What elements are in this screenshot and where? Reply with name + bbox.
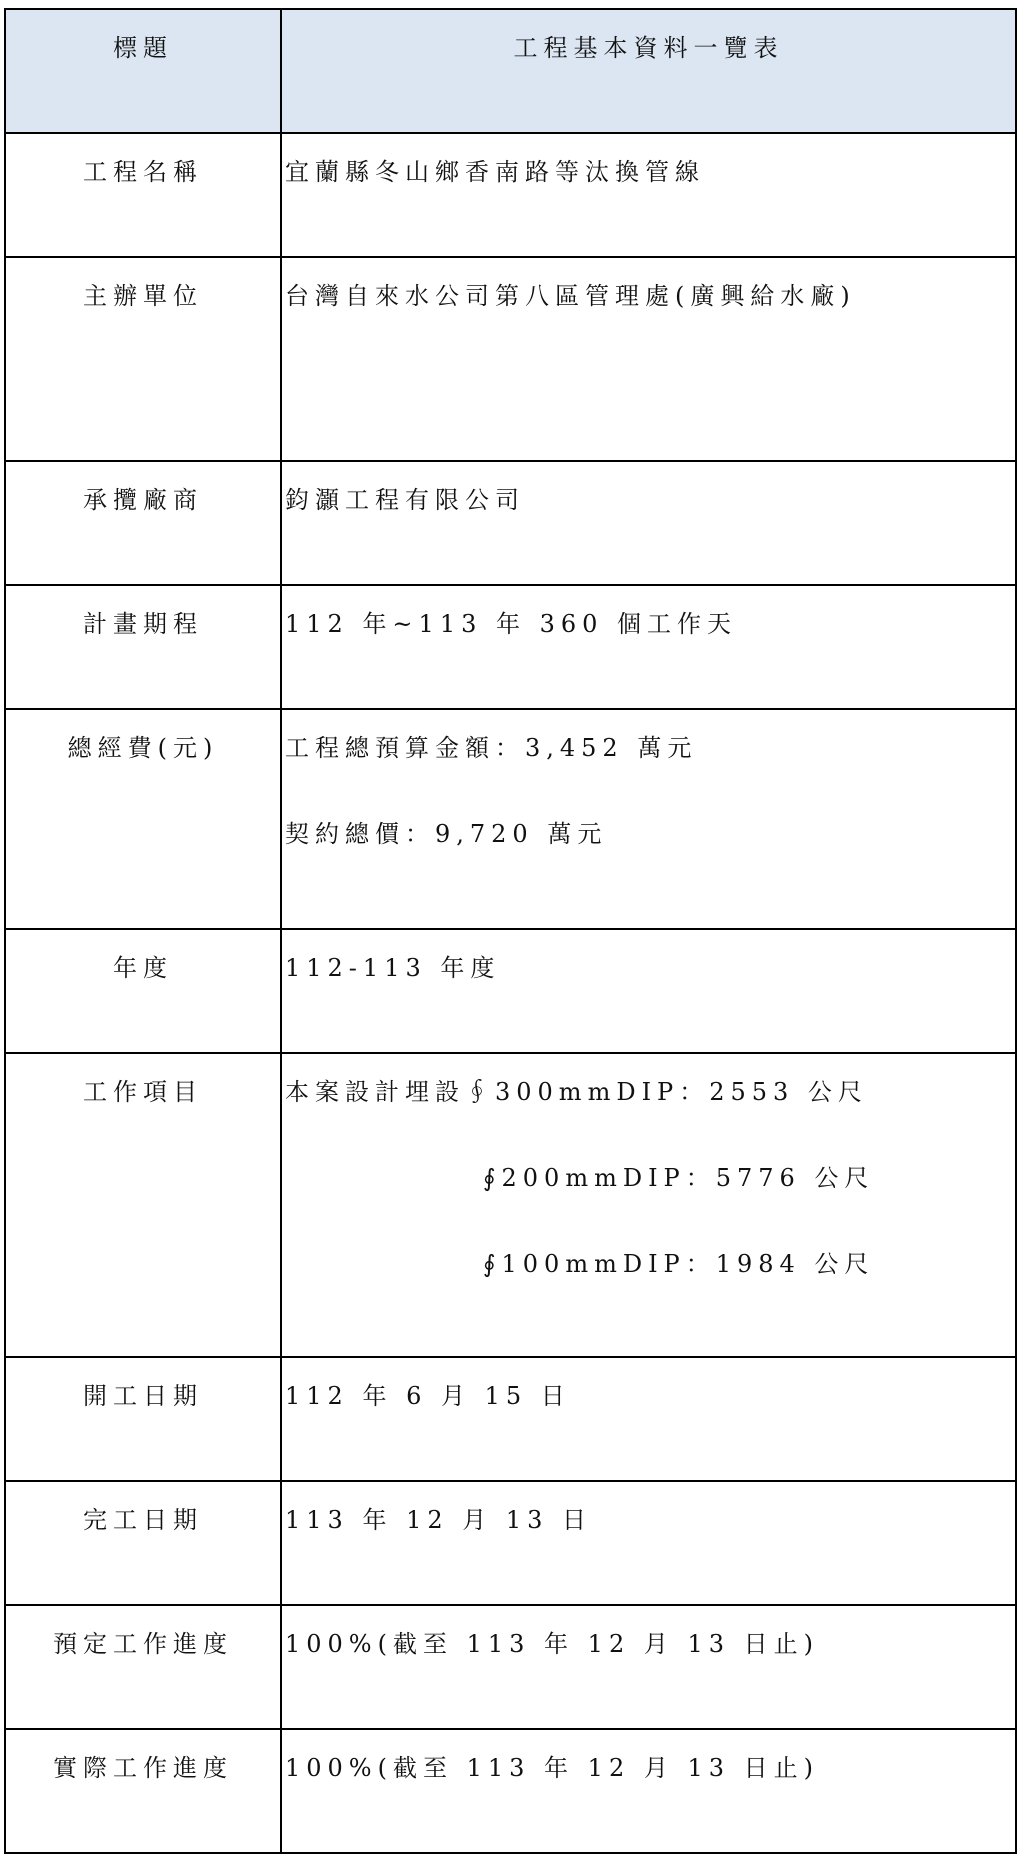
row-value-cell: [281, 585, 1016, 709]
row-label-cell: [5, 585, 281, 709]
table-row-organizer: [5, 257, 1016, 461]
row-label: 主辦單位: [83, 282, 203, 310]
row-value-cell: [281, 1729, 1016, 1853]
row-label-cell: [5, 929, 281, 1053]
completion-date-value: 113 年 12 月 13 日: [285, 1506, 593, 1534]
contractor-value: 鈞灝工程有限公司: [285, 486, 525, 514]
row-label: 計畫期程: [83, 610, 203, 638]
planned-progress-value: 100%(截至 113 年 12 月 13 日止): [285, 1630, 819, 1658]
project-name-value: 宜蘭縣冬山鄉香南路等汰換管線: [285, 158, 705, 186]
row-value-cell: [281, 461, 1016, 585]
row-value-cell: [281, 709, 1016, 929]
year-value: 112-113 年度: [285, 954, 501, 982]
table-row-schedule: [5, 585, 1016, 709]
table-row-actual-progress: [5, 1729, 1016, 1853]
row-value-cell: [281, 1481, 1016, 1605]
row-label: 預定工作進度: [53, 1630, 233, 1658]
project-info-table: [4, 8, 1017, 1854]
header-title-cell: [281, 9, 1016, 133]
organizer-value: 台灣自來水公司第八區管理處(廣興給水廠): [285, 282, 856, 310]
row-label-cell: [5, 1729, 281, 1853]
actual-progress-value: 100%(截至 113 年 12 月 13 日止): [285, 1754, 819, 1782]
schedule-value: 112 年~113 年 360 個工作天: [285, 610, 738, 638]
row-label-cell: [5, 461, 281, 585]
row-label-cell: [5, 1605, 281, 1729]
table-row-start-date: [5, 1357, 1016, 1481]
row-label: 承攬廠商: [83, 486, 203, 514]
table-row-total-cost: [5, 709, 1016, 929]
row-label: 年度: [113, 954, 173, 982]
row-label-cell: [5, 709, 281, 929]
row-value-cell: [281, 929, 1016, 1053]
row-value-cell: [281, 1053, 1016, 1357]
row-label-cell: [5, 1053, 281, 1357]
table-row-work-items: [5, 1053, 1016, 1357]
row-value-cell: [281, 1357, 1016, 1481]
row-label-cell: [5, 1481, 281, 1605]
row-label: 開工日期: [83, 1382, 203, 1410]
row-value-cell: [281, 133, 1016, 257]
row-label: 完工日期: [83, 1506, 203, 1534]
row-label-cell: [5, 1357, 281, 1481]
work-item-300mm: 本案設計埋設∮300mmDIP：2553 公尺: [285, 1078, 868, 1106]
table-title: 工程基本資料一覽表: [513, 34, 784, 62]
row-value-cell: [281, 257, 1016, 461]
header-label: 標題: [113, 34, 173, 62]
work-item-100mm: ∮100mmDIP：1984 公尺: [483, 1250, 875, 1278]
row-label: 總經費(元): [67, 734, 219, 762]
table-row-planned-progress: [5, 1605, 1016, 1729]
budget-value: 工程總預算金額：3,452 萬元: [285, 734, 698, 762]
contract-price-value: 契約總價：9,720 萬元: [285, 820, 608, 848]
table-header-row: [5, 9, 1016, 133]
table-row-contractor: [5, 461, 1016, 585]
table-row-project-name: [5, 133, 1016, 257]
row-label: 工程名稱: [83, 158, 203, 186]
start-date-value: 112 年 6 月 15 日: [285, 1382, 571, 1410]
row-value-cell: [281, 1605, 1016, 1729]
header-label-cell: [5, 9, 281, 133]
table-row-completion-date: [5, 1481, 1016, 1605]
table-row-year: [5, 929, 1016, 1053]
row-label-cell: [5, 133, 281, 257]
row-label: 工作項目: [83, 1078, 203, 1106]
row-label: 實際工作進度: [53, 1754, 233, 1782]
row-label-cell: [5, 257, 281, 461]
work-item-200mm: ∮200mmDIP：5776 公尺: [483, 1164, 875, 1192]
